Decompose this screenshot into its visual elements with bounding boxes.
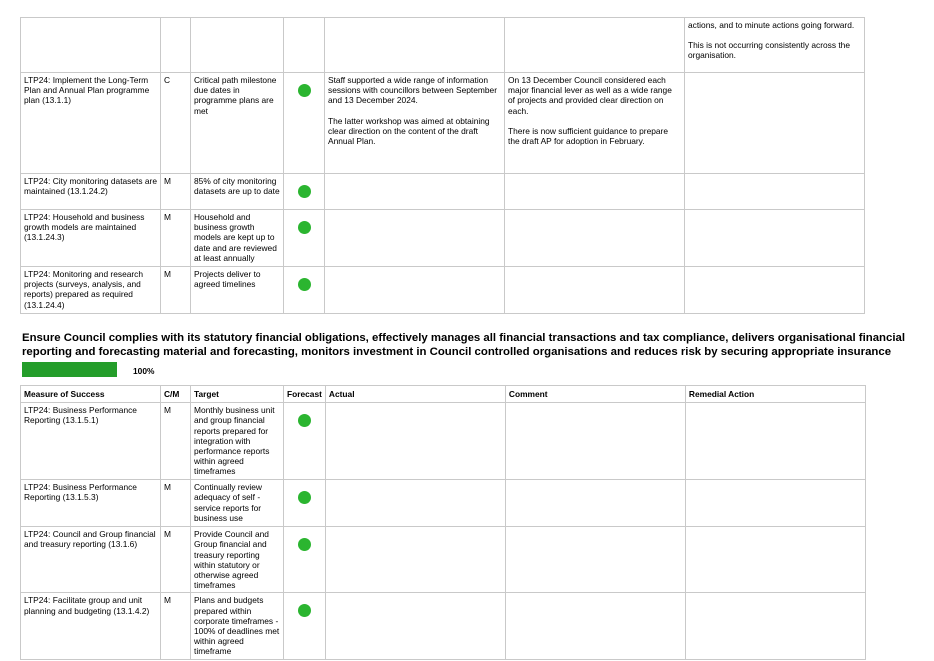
cm-cell: C xyxy=(161,73,191,174)
forecast-status-dot xyxy=(298,414,311,427)
forecast-status-dot xyxy=(298,221,311,234)
target-cell: Provide Council and Group financial and treasury reporting within statutory or otherwise agreed timeframes xyxy=(191,527,284,593)
forecast-status-dot xyxy=(298,604,311,617)
header-measure: Measure of Success xyxy=(21,386,161,403)
table-header-row xyxy=(21,386,866,403)
section-title: Ensure Council complies with its statutory financial obligations, effectively manages all financial transactions and tax compliance, delivers organisational financial reporting and forecasting material and forecasting, monitors investment in Council controlled organisations and reduces risk by securing appropriate insurance xyxy=(22,332,906,358)
table-row xyxy=(21,593,866,659)
forecast-cell xyxy=(284,73,325,174)
table-row xyxy=(21,403,866,480)
actual-cell xyxy=(325,18,505,73)
remedial-cell xyxy=(685,210,865,267)
header-actual: Actual xyxy=(325,386,505,403)
actual-cell xyxy=(325,403,505,480)
progress-label: 100% xyxy=(133,366,155,376)
header-remedial: Remedial Action xyxy=(685,386,865,403)
remedial-cell xyxy=(685,480,865,527)
remedial-cell xyxy=(685,18,865,73)
actual-cell xyxy=(325,267,505,314)
actual-cell-paragraph: Staff supported a wide range of information sessions with councillors between September and 13 December 2024. xyxy=(328,75,497,106)
forecast-status-dot xyxy=(298,278,311,291)
measure-cell: LTP24: Household and business growth models are maintained (13.1.24.3) xyxy=(21,210,161,267)
remedial-cell xyxy=(685,174,865,210)
progress-bar xyxy=(22,362,117,377)
measure-cell xyxy=(21,18,161,73)
table-row xyxy=(21,527,866,593)
table-row xyxy=(21,480,866,527)
measure-cell: LTP24: Business Performance Reporting (13.1.5.3) xyxy=(21,480,161,527)
table-row xyxy=(21,210,865,267)
target-cell xyxy=(191,18,284,73)
forecast-cell xyxy=(284,403,326,480)
target-cell: Critical path milestone due dates in programme plans are met xyxy=(191,73,284,174)
comment-cell xyxy=(505,267,685,314)
forecast-status-dot xyxy=(298,538,311,551)
comment-cell xyxy=(505,210,685,267)
cm-cell xyxy=(161,18,191,73)
actual-cell xyxy=(325,73,505,174)
table-row xyxy=(21,18,865,73)
header-cm: C/M xyxy=(161,386,191,403)
target-cell: 85% of city monitoring datasets are up to date xyxy=(191,174,284,210)
remedial-cell xyxy=(685,73,865,174)
table-row xyxy=(21,174,865,210)
measure-cell: LTP24: Business Performance Reporting (13.1.5.1) xyxy=(21,403,161,480)
measure-cell: LTP24: Implement the Long-Term Plan and Annual Plan programme plan (13.1.1) xyxy=(21,73,161,174)
cm-cell: M xyxy=(161,403,191,480)
comment-cell xyxy=(505,18,685,73)
target-cell: Household and business growth models are kept up to date and are reviewed at least annually xyxy=(191,210,284,267)
comment-cell-paragraph: On 13 December Council considered each major financial lever as well as a wide range of projects and provided clear direction on each. xyxy=(508,75,672,116)
remedial-cell xyxy=(685,527,865,593)
measure-cell: LTP24: Facilitate group and unit planning and budgeting (13.1.4.2) xyxy=(21,593,161,659)
comment-cell xyxy=(505,174,685,210)
forecast-cell xyxy=(284,527,326,593)
remedial-cell xyxy=(685,593,865,659)
forecast-cell xyxy=(284,480,326,527)
actual-cell xyxy=(325,593,505,659)
cm-cell: M xyxy=(161,480,191,527)
header-target: Target xyxy=(191,386,284,403)
measures-table-bottom xyxy=(20,385,866,660)
header-forecast: Forecast xyxy=(284,386,326,403)
target-cell: Continually review adequacy of self - service reports for business use xyxy=(191,480,284,527)
forecast-cell xyxy=(284,210,325,267)
target-cell: Plans and budgets prepared within corporate timeframes - 100% of deadlines met within agreed timeframe xyxy=(191,593,284,659)
actual-cell xyxy=(325,527,505,593)
target-cell: Monthly business unit and group financial reports prepared for integration with performance reports within agreed timeframes xyxy=(191,403,284,480)
cm-cell: M xyxy=(161,174,191,210)
forecast-cell xyxy=(284,18,325,73)
remedial-cell-paragraph: This is not occurring consistently across the organisation. xyxy=(688,40,850,61)
table-row xyxy=(21,267,865,314)
actual-cell-paragraph: The latter workshop was aimed at obtaining clear direction on the content of the draft Annual Plan. xyxy=(328,115,490,147)
cm-cell: M xyxy=(161,267,191,314)
remedial-cell xyxy=(685,403,865,480)
remedial-cell xyxy=(685,267,865,314)
measure-cell: LTP24: Council and Group financial and treasury reporting (13.1.6) xyxy=(21,527,161,593)
comment-cell xyxy=(505,480,685,527)
table-row xyxy=(21,73,865,174)
forecast-cell xyxy=(284,267,325,314)
forecast-cell xyxy=(284,174,325,210)
forecast-cell xyxy=(284,593,326,659)
measures-table-top xyxy=(20,17,865,314)
forecast-status-dot xyxy=(298,491,311,504)
comment-cell xyxy=(505,593,685,659)
cm-cell: M xyxy=(161,593,191,659)
comment-cell xyxy=(505,403,685,480)
target-cell: Projects deliver to agreed timelines xyxy=(191,267,284,314)
remedial-cell-paragraph: actions, and to minute actions going forward. xyxy=(688,20,855,30)
actual-cell xyxy=(325,210,505,267)
comment-cell xyxy=(505,73,685,174)
cm-cell: M xyxy=(161,210,191,267)
actual-cell xyxy=(325,480,505,527)
comment-cell-paragraph: There is now sufficient guidance to prepare the draft AP for adoption in February. xyxy=(508,125,668,147)
measure-cell: LTP24: Monitoring and research projects (surveys, analysis, and reports) prepared as required (13.1.24.4) xyxy=(21,267,161,314)
header-comment: Comment xyxy=(505,386,685,403)
forecast-status-dot xyxy=(298,84,311,97)
forecast-status-dot xyxy=(298,185,311,198)
comment-cell xyxy=(505,527,685,593)
cm-cell: M xyxy=(161,527,191,593)
measure-cell: LTP24: City monitoring datasets are maintained (13.1.24.2) xyxy=(21,174,161,210)
actual-cell xyxy=(325,174,505,210)
